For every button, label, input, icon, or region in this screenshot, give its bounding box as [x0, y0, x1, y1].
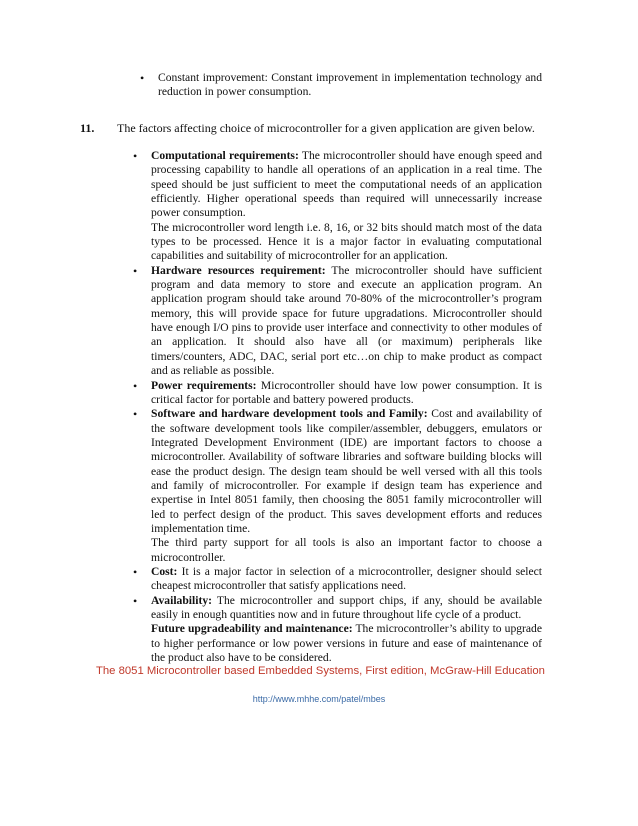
item-heading: Cost: — [151, 564, 178, 578]
footer-url-link[interactable]: http://www.mhhe.com/patel/mbes — [252, 694, 386, 704]
footer-book-title: The 8051 Microcontroller based Embedded Systems, First edition, McGraw-Hill Education — [96, 665, 545, 677]
item-heading: Software and hardware development tools and Family: — [151, 407, 428, 421]
bullet-icon: • — [133, 149, 138, 163]
bullet-icon: • — [140, 71, 145, 85]
bullet-icon: • — [133, 564, 138, 579]
section-intro: The factors affecting choice of microcontroller for a given application are given below. — [117, 121, 535, 135]
item-extra-paragraph: The third party support for all tools is also an important factor to choose a microcontroller. — [151, 536, 542, 564]
bullet-icon: • — [133, 263, 138, 278]
item-heading: Availability: — [151, 593, 212, 607]
list-item-software-tools — [133, 407, 542, 565]
item-text: The microcontroller and support chips, if any, should be available easily in enough quantities now and in future throughout life cycle of a product. — [151, 593, 542, 621]
list-item-power — [133, 379, 542, 408]
item-text: The microcontroller should have enough speed and processing capability to handle all operations of an application in a real time. The speed should be just sufficient to meet the computational needs of an application efficiently. Higher operational speeds than required will unnecessarily increase power consumption. — [151, 149, 542, 220]
list-item-cost — [133, 565, 542, 594]
item-extra-paragraph: The microcontroller word length i.e. 8, 16, or 32 bits should match most of the data types to be processed. Hence it is a major factor in evaluating computational capabilities and suitability of microcontroller for an application. — [151, 220, 542, 263]
item-heading: Hardware resources requirement: — [151, 263, 326, 277]
item-text: The microcontroller should have sufficient program and data memory to store and execute an application program. An application program should take around 70-80% of the microcontroller’s program memory, this will provide space for future upgradations. Microcontroller should have enough I/O pins to provide user interface and connectivity to other modules of an application. It should also have all (or maximum) peripherals like timers/counters, ADC, DAC, serial port etc…on chip to make product as compact and as reliable as possible. — [151, 263, 543, 378]
item-text: Cost and availability of the software development tools like compiler/assembler, debuggers, emulators or Integrated Development Environment (IDE) are important factors to choose a microcontroller. Availability of software libraries and software building blocks will ease the product design. The design team should be well versed with all this tools and family of microcontroller. For example if design team has experience and expertise in Intel 8051 family, then choosing the 8051 family microcontroller will led to perfect design of the product. This saves development efforts and reduces implementation time. — [151, 407, 542, 535]
item-text: It is a major factor in selection of a microcontroller, designer should select cheapest microcontroller that satisfy applications need. — [151, 564, 542, 593]
item-text: Microcontroller should have low power consumption. It is critical factor for portable and battery powered products. — [151, 378, 542, 406]
section-number: 11. — [80, 121, 95, 135]
item-heading: Power requirements: — [151, 378, 257, 392]
factor-list — [133, 149, 542, 665]
item-extra-heading: Future upgradeability and maintenance: — [151, 622, 353, 636]
list-item-availability — [133, 594, 542, 666]
item-heading: Computational requirements: — [151, 149, 299, 162]
list-item-hardware — [133, 264, 542, 379]
top-bullet-item — [140, 71, 542, 100]
list-item-computational — [133, 149, 542, 264]
bullet-icon: • — [133, 407, 138, 422]
bullet-icon: • — [133, 378, 138, 393]
top-item-text: Constant improvement: Constant improvement in implementation technology and reduction in power consumption. — [158, 71, 542, 99]
item-extra-text: The microcontroller’s ability to upgrade to higher performance or low power versions in future and ease of maintenance of the product also have to be considered. — [151, 622, 542, 665]
bullet-icon: • — [133, 593, 138, 608]
